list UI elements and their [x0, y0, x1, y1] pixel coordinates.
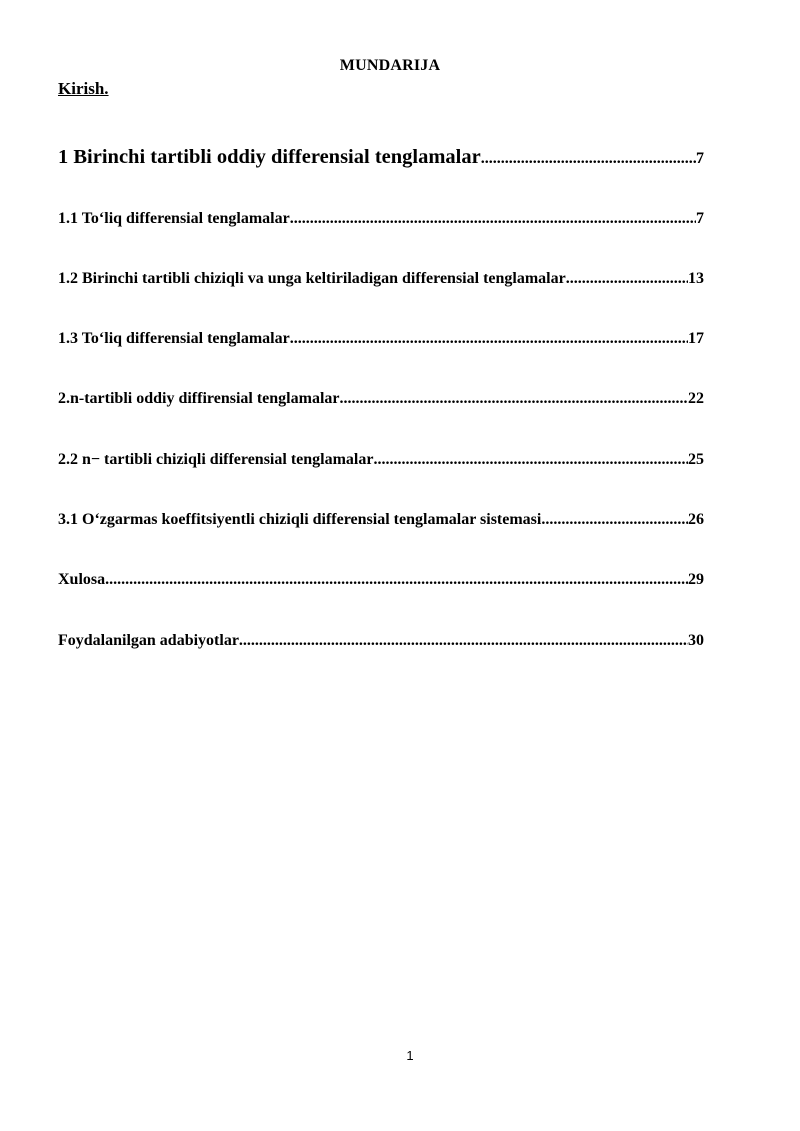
toc-leader-dots	[339, 390, 688, 408]
toc-entry-page: 29	[688, 571, 704, 588]
page-number: 1	[406, 1048, 414, 1063]
toc-entry[interactable]	[58, 571, 704, 589]
toc-entry-page: 7	[696, 150, 704, 167]
toc-entry-label: 3.1 O‘zgarmas koeffitsiyentli chiziqli differensial tenglamalar sistemasi	[58, 511, 542, 528]
toc-leader-dots	[541, 511, 688, 529]
toc-entry-page: 30	[688, 632, 704, 649]
toc-entry[interactable]	[58, 632, 704, 650]
toc-entry-page: 17	[688, 330, 704, 347]
toc-entry[interactable]	[58, 390, 704, 408]
toc-entry-label: 2.n-tartibli oddiy diffirensial tenglamalar	[58, 390, 340, 407]
toc-entry-page: 13	[688, 270, 704, 287]
toc-leader-dots	[105, 571, 688, 589]
toc-entry-page: 22	[688, 390, 704, 407]
toc-entry[interactable]	[58, 511, 704, 529]
toc-entry-label: 1.2 Birinchi tartibli chiziqli va unga keltiriladigan differensial tenglamalar	[58, 270, 566, 287]
toc-entry-label: 2.2 n− tartibli chiziqli differensial tenglamalar	[58, 451, 374, 468]
toc-entry-page: 7	[696, 210, 704, 227]
toc-entry-label: 1 Birinchi tartibli oddiy differensial tenglamalar	[58, 146, 481, 168]
intro-link[interactable]: Kirish.	[58, 79, 109, 98]
toc-entry[interactable]	[58, 146, 704, 169]
toc-leader-dots	[566, 270, 688, 288]
toc-entry-page: 26	[688, 511, 704, 528]
toc-entry-label: Foydalanilgan adabiyotlar	[58, 632, 239, 649]
toc-entry[interactable]	[58, 330, 704, 348]
toc-entry[interactable]	[58, 270, 704, 288]
toc-leader-dots	[373, 451, 688, 469]
toc-entry[interactable]	[58, 210, 704, 228]
toc-leader-dots	[290, 330, 688, 348]
toc-entry[interactable]	[58, 451, 704, 469]
toc-leader-dots	[239, 632, 688, 650]
toc-leader-dots	[290, 210, 696, 228]
toc-leader-dots	[481, 150, 696, 168]
toc-entry-page: 25	[688, 451, 704, 468]
page-title: MUNDARIJA	[339, 57, 441, 74]
toc-entry-label: Xulosa	[58, 571, 106, 588]
toc-entry-label: 1.3 To‘liq differensial tenglamalar	[58, 330, 290, 347]
toc-entry-label: 1.1 To‘liq differensial tenglamalar	[58, 210, 290, 227]
